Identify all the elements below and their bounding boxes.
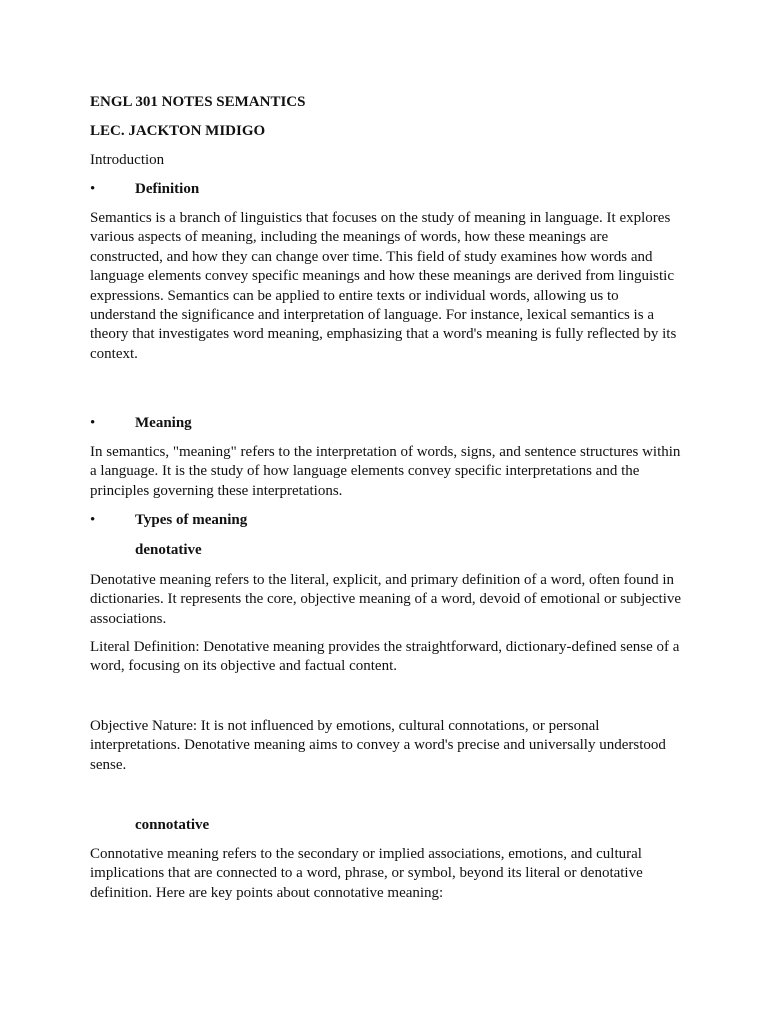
course-title: ENGL 301 NOTES SEMANTICS: [90, 94, 306, 110]
denotative-heading: denotative: [135, 542, 202, 558]
bullet-icon: •: [90, 415, 96, 431]
lecturer-name: LEC. JACKTON MIDIGO: [90, 123, 266, 139]
intro-label: Introduction: [90, 152, 165, 168]
connotative-heading: connotative: [135, 817, 210, 833]
types-heading-row: [90, 511, 682, 541]
meaning-paragraph: In semantics, "meaning" refers to the interpretation of words, signs, and sentence structures within a language. It is the study of how language elements convey specific interpretations and the principles governing these interpretations.: [90, 444, 681, 499]
types-heading: Types of meaning: [135, 512, 248, 528]
document-page: [90, 93, 682, 903]
literal-definition-paragraph: Literal Definition: Denotative meaning provides the straightforward, dictionary-defined sense of a word, focusing on its objective and factual content.: [90, 639, 680, 675]
objective-nature-paragraph: Objective Nature: It is not influenced by emotions, cultural connotations, or personal interpretations. Denotative meaning aims to convey a word's precise and universally understood sense.: [90, 718, 666, 773]
bullet-icon: •: [90, 512, 96, 528]
meaning-heading-row: [90, 414, 682, 443]
definition-heading-row: [90, 180, 682, 209]
denotative-paragraph: Denotative meaning refers to the literal, explicit, and primary definition of a word, often found in dictionaries. It represents the core, objective meaning of a word, devoid of emotional or subjective associations.: [90, 572, 682, 627]
bullet-icon: •: [90, 181, 96, 197]
definition-heading: Definition: [135, 181, 200, 197]
meaning-heading: Meaning: [135, 415, 192, 431]
connotative-paragraph: Connotative meaning refers to the secondary or implied associations, emotions, and cultural implications that are connected to a word, phrase, or symbol, beyond its literal or denotative definition. Here are key points about connotative meaning:: [90, 846, 643, 901]
definition-paragraph: Semantics is a branch of linguistics that focuses on the study of meaning in language. It explores various aspects of meaning, including the meanings of words, how these meanings are constructed, and how they can change over time. This field of study examines how words and language elements convey specific meanings and how these meanings are derived from linguistic expressions. Semantics can be applied to entire texts or individual words, allowing us to understand the significance and interpretation of language. For instance, lexical semantics is a theory that investigates word meaning, emphasizing that a word's meaning is fully reflected by its context.: [90, 210, 677, 362]
